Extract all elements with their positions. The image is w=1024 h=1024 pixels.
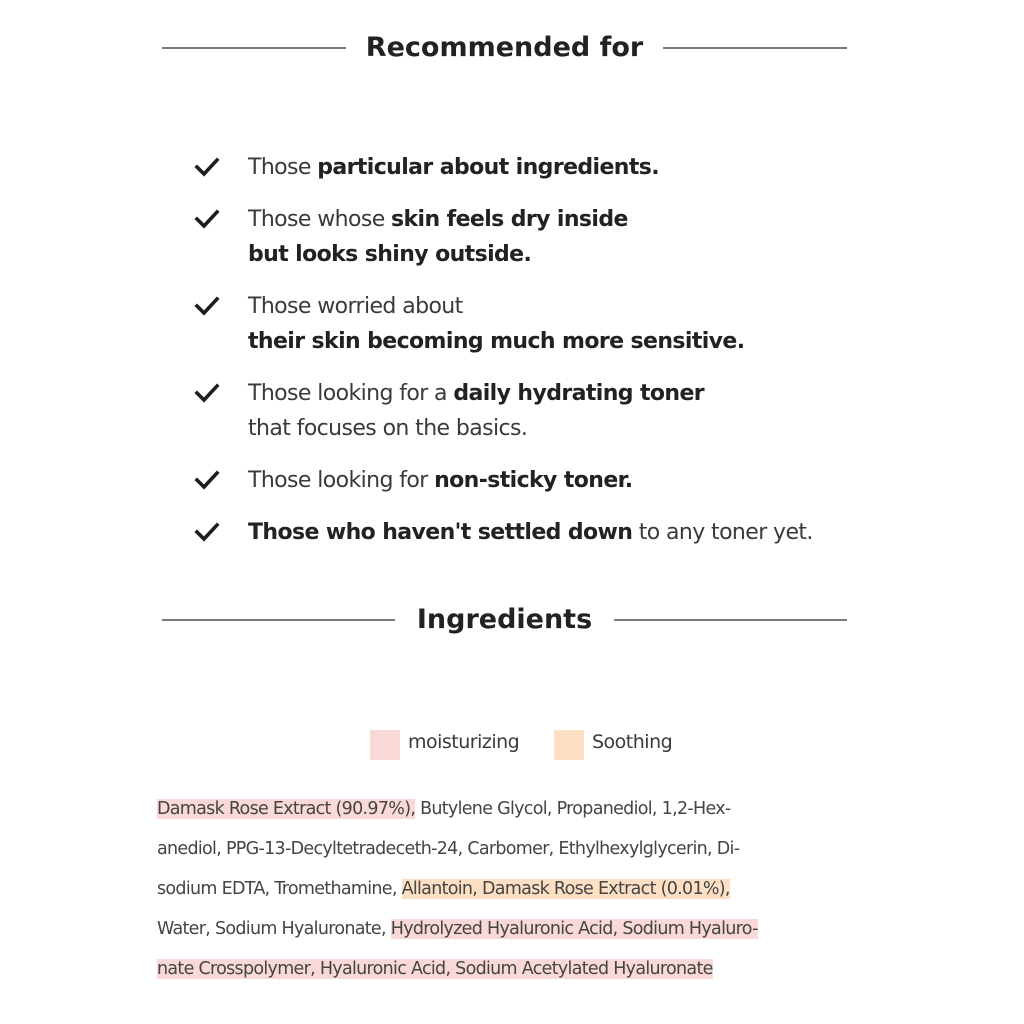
recommended-item-line (248, 515, 848, 550)
plain-text: Those looking for a (248, 381, 454, 406)
soothing-ingredient: Allantoin, Damask Rose Extract (0.01%), (401, 879, 730, 899)
ingredient-text: Butylene Glycol, Propanediol, 1,2-Hex- (415, 799, 731, 819)
ingredients-heading (162, 604, 847, 635)
plain-text: Those whose (248, 207, 392, 232)
emphasis-text: non-sticky toner. (434, 468, 633, 493)
recommended-item-line (248, 202, 848, 237)
recommended-item-line (248, 376, 848, 411)
check-icon (194, 295, 220, 317)
recommended-item-line (248, 289, 848, 324)
ingredients-line (157, 955, 713, 983)
ingredients-line (157, 795, 730, 823)
plain-text: to any toner yet. (632, 520, 813, 545)
heading-rule-left (162, 619, 395, 621)
plain-text: that focuses on the basics. (248, 416, 528, 441)
emphasis-text: but looks shiny outside. (248, 242, 532, 267)
recommended-item-line (248, 463, 848, 498)
emphasis-text: skin feels dry inside (391, 207, 628, 232)
recommended-item-line (248, 150, 848, 185)
check-icon (194, 208, 220, 230)
legend-swatch (370, 730, 400, 760)
plain-text: Those looking for (248, 468, 435, 493)
heading-rule-right (614, 619, 847, 621)
check-icon (194, 521, 220, 543)
heading-rule-right (663, 47, 847, 49)
recommended-heading (162, 32, 847, 63)
moisturizing-ingredient: Damask Rose Extract (90.97%), (157, 799, 416, 819)
ingredient-text: anediol, PPG-13-Decyltetradeceth-24, Carbomer, Ethylhexylglycerin, Di- (157, 839, 740, 859)
plain-text: Those (248, 155, 318, 180)
ingredients-line (157, 875, 730, 903)
heading-rule-left (162, 47, 346, 49)
emphasis-text: particular about ingredients. (317, 155, 660, 180)
legend-label: moisturizing (408, 731, 520, 753)
recommended-item-line (248, 237, 848, 272)
legend-swatch (554, 730, 584, 760)
recommended-title: Recommended for (365, 32, 644, 63)
ingredient-text: sodium EDTA, Tromethamine, (157, 879, 402, 899)
emphasis-text: daily hydrating toner (453, 381, 705, 406)
ingredients-line (157, 835, 739, 863)
emphasis-text: Those who haven't settled down (248, 520, 633, 545)
ingredients-title: Ingredients (416, 604, 593, 635)
ingredient-text: Water, Sodium Hyaluronate, (157, 919, 391, 939)
recommended-item-line (248, 411, 848, 446)
recommended-item-line (248, 324, 848, 359)
ingredients-line (157, 915, 758, 943)
moisturizing-ingredient: nate Crosspolymer, Hyaluronic Acid, Sodium Acetylated Hyaluronate (157, 959, 713, 979)
check-icon (194, 469, 220, 491)
check-icon (194, 156, 220, 178)
legend-label: Soothing (592, 731, 673, 753)
moisturizing-ingredient: Hydrolyzed Hyaluronic Acid, Sodium Hyaluro- (390, 919, 758, 939)
check-icon (194, 382, 220, 404)
plain-text: Those worried about (248, 294, 463, 319)
emphasis-text: their skin becoming much more sensitive. (248, 329, 745, 354)
